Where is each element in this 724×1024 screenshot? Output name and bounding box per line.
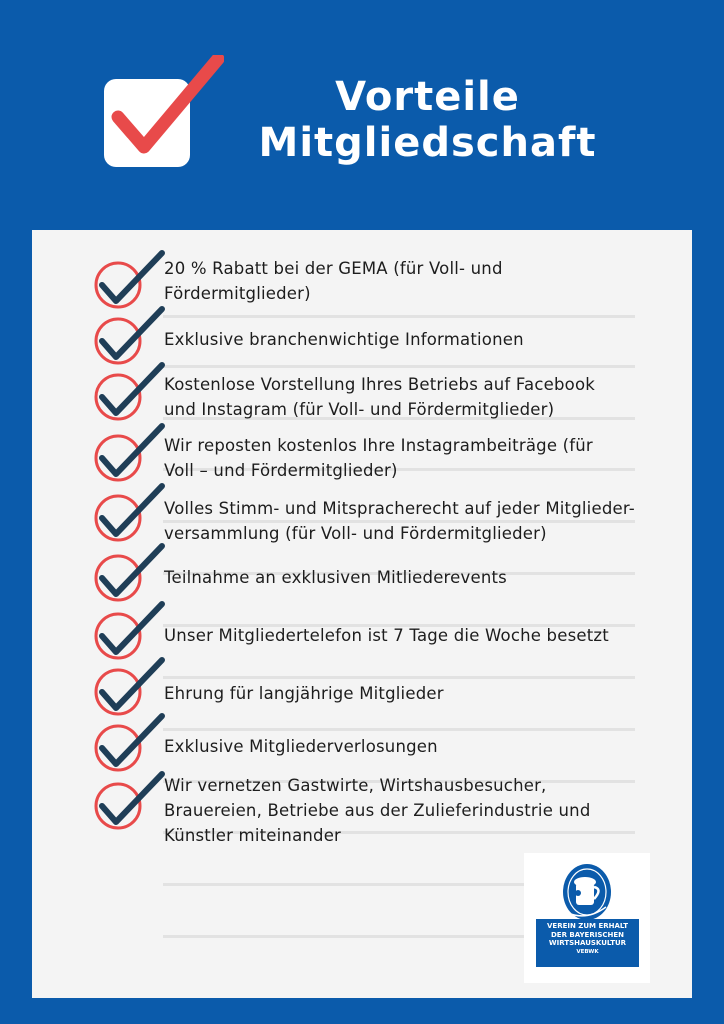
logo-line: WIRTSHAUSKULTUR [548, 939, 627, 947]
benefit-line: und Instagram (für Voll- und Fördermitglieder) [164, 400, 555, 419]
page-title-line-2: Mitgliedschaft [258, 120, 597, 166]
benefit-line: Wir reposten kostenlos Ihre Instagrambeiträge (für [164, 436, 593, 455]
benefit-line: 20 % Rabatt bei der GEMA (für Voll- und [164, 259, 503, 278]
rule-line [163, 365, 635, 368]
benefit-item [164, 327, 684, 352]
page-title [240, 74, 615, 166]
logo-caption [536, 919, 639, 967]
benefit-item [164, 623, 684, 648]
rule-line [163, 315, 635, 318]
benefit-item [164, 734, 684, 759]
logo-abbreviation: VEBWK [576, 948, 599, 955]
check-icon [92, 770, 168, 840]
benefit-line: Fördermitglieder) [164, 284, 311, 303]
benefit-line: Wir vernetzen Gastwirte, Wirtshausbesucher, [164, 776, 547, 795]
rule-line [163, 728, 635, 731]
benefit-item [164, 433, 684, 483]
page-title-line-1: Vorteile [335, 74, 520, 120]
vebwk-logo [524, 853, 650, 983]
benefit-item [164, 372, 684, 422]
benefit-line: Exklusive Mitgliederverlosungen [164, 737, 438, 756]
beer-mug-emblem-icon [556, 859, 618, 921]
benefit-line: Künstler miteinander [164, 826, 342, 845]
benefit-item [164, 565, 684, 590]
benefit-line: versammlung (für Voll- und Fördermitglieder) [164, 524, 547, 543]
benefit-item [164, 496, 684, 546]
benefit-line: Teilnahme an exklusiven Mitliederevents [164, 568, 507, 587]
benefit-line: Exklusive branchenwichtige Informationen [164, 330, 524, 349]
logo-line: DER BAYERISCHEN [550, 930, 625, 939]
benefit-item [164, 773, 684, 848]
benefit-line: Kostenlose Vorstellung Ihres Betriebs auf Facebook [164, 375, 596, 394]
logo-line: VEREIN ZUM ERHALT [547, 922, 628, 930]
benefit-item [164, 681, 684, 706]
benefit-line: Volles Stimm- und Mitspracherecht auf jeder Mitglieder- [164, 499, 635, 518]
benefit-line: Voll – und Fördermitglieder) [164, 461, 398, 480]
checkbox-checked-icon [100, 55, 224, 170]
benefit-line: Brauereien, Betriebe aus der Zulieferindustrie und [164, 801, 591, 820]
benefit-line: Unser Mitgliedertelefon ist 7 Tage die Woche besetzt [164, 626, 609, 645]
check-icon [92, 361, 168, 431]
benefit-item [164, 256, 684, 306]
benefit-line: Ehrung für langjährige Mitglieder [164, 684, 444, 703]
rule-line [163, 676, 635, 679]
